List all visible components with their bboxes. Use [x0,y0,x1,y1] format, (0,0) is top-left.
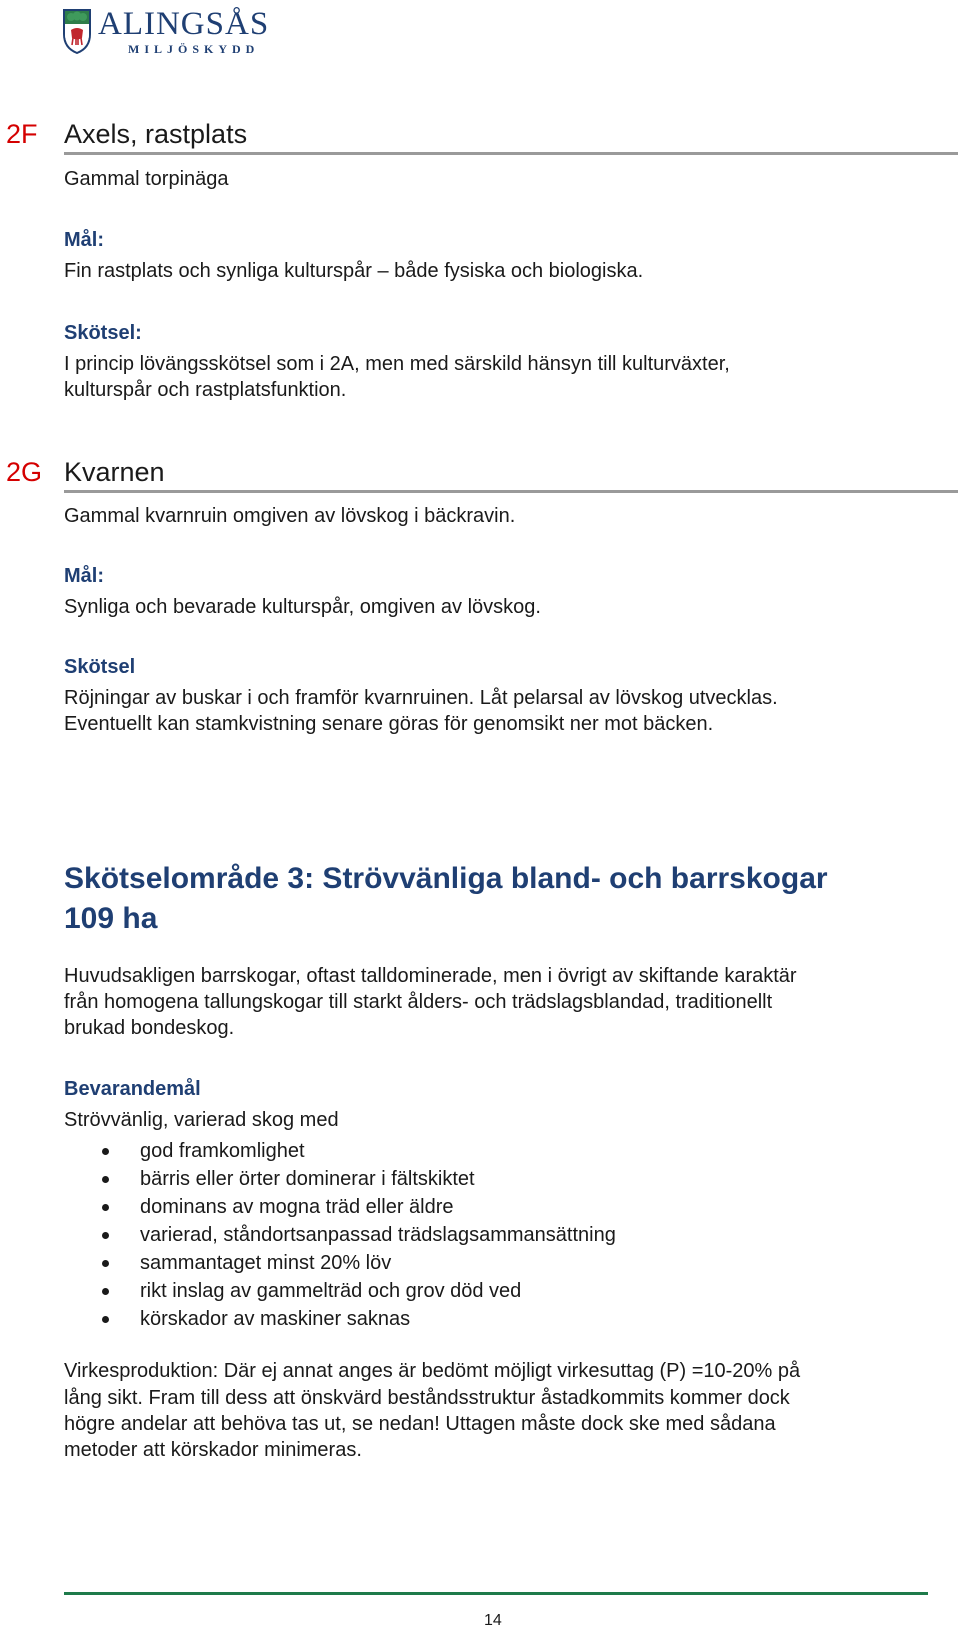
goal-text: Synliga och bevarade kulturspår, omgiven av lövskog. [64,596,541,618]
production-text-line: metoder att körskador minimeras. [64,1439,362,1461]
care-label: Skötsel [64,656,136,678]
section-divider [64,152,958,155]
list-item [64,1221,616,1249]
conservation-goal-list [64,1137,616,1333]
care-text-line: Eventuellt kan stamkvistning senare göras för genomsikt ner mot bäcken. [64,713,714,735]
bullet-icon [102,1232,109,1239]
section-title: Kvarnen [64,457,165,487]
list-item-text: varierad, ståndortsanpassad trädslagsammansättning [140,1224,616,1246]
production-text-line: Virkesproduktion: Där ej annat anges är bedömt möjligt virkesuttag (P) =10-20% på [64,1360,801,1382]
list-item-text: dominans av mogna träd eller äldre [140,1196,454,1218]
list-item-text: körskador av maskiner saknas [140,1308,411,1330]
footer-divider [64,1592,928,1595]
coat-of-arms-icon [62,8,92,54]
bullet-icon [102,1204,109,1211]
section-2f-header [0,119,958,159]
conservation-goal-label: Bevarandemål [64,1078,201,1100]
care-text-line: kulturspår och rastplatsfunktion. [64,379,347,401]
section-title: Axels, rastplats [64,119,248,149]
page-number: 14 [484,1612,502,1629]
bullet-icon [102,1260,109,1267]
logo-wordmark: ALINGSÅS [98,6,270,42]
section-2g-header [0,457,958,497]
bullet-icon [102,1316,109,1323]
alingsas-logo [62,6,302,56]
list-item [64,1193,616,1221]
bullet-icon [102,1288,109,1295]
area-description-line: brukad bondeskog. [64,1017,235,1039]
section-intro: Gammal kvarnruin omgiven av lövskog i bäckravin. [64,505,516,527]
production-text-line: högre andelar att behöva tas ut, se nedan! Uttagen måste dock ske med sådana [64,1413,776,1435]
section-code: 2F [6,119,38,149]
bullet-icon [102,1148,109,1155]
section-divider [64,490,958,493]
goal-label: Mål: [64,229,104,251]
list-item-text: bärris eller örter dominerar i fältskiktet [140,1168,475,1190]
list-item [64,1249,616,1277]
area-description-line: från homogena tallungskogar till starkt ålders- och trädslagsblandad, traditionellt [64,991,773,1013]
list-item [64,1165,616,1193]
conservation-goal-intro: Strövvänlig, varierad skog med [64,1109,339,1131]
list-item-text: rikt inslag av gammelträd och grov död ved [140,1280,522,1302]
section-code: 2G [6,457,43,487]
list-item-text: sammantaget minst 20% löv [140,1252,392,1274]
care-text-line: Röjningar av buskar i och framför kvarnruinen. Låt pelarsal av lövskog utvecklas. [64,687,778,709]
goal-label: Mål: [64,565,104,587]
bullet-icon [102,1176,109,1183]
goal-text: Fin rastplats och synliga kulturspår – både fysiska och biologiska. [64,260,644,282]
care-label: Skötsel: [64,322,142,344]
list-item [64,1305,616,1333]
logo-subtitle: MILJÖSKYDD [128,42,260,56]
area-heading: Skötselområde 3: Strövvänliga bland- och barrskogar [64,862,828,895]
production-text-line: lång sikt. Fram till dess att önskvärd beståndsstruktur åstadkommits kommer dock [64,1387,790,1409]
list-item [64,1277,616,1305]
area-heading-size: 109 ha [64,902,158,935]
section-intro: Gammal torpinäga [64,168,229,190]
list-item-text: god framkomlighet [140,1140,305,1162]
area-description-line: Huvudsakligen barrskogar, oftast talldominerade, men i övrigt av skiftande karaktär [64,965,797,987]
care-text-line: I princip lövängsskötsel som i 2A, men med särskild hänsyn till kulturväxter, [64,353,730,375]
list-item [64,1137,616,1165]
